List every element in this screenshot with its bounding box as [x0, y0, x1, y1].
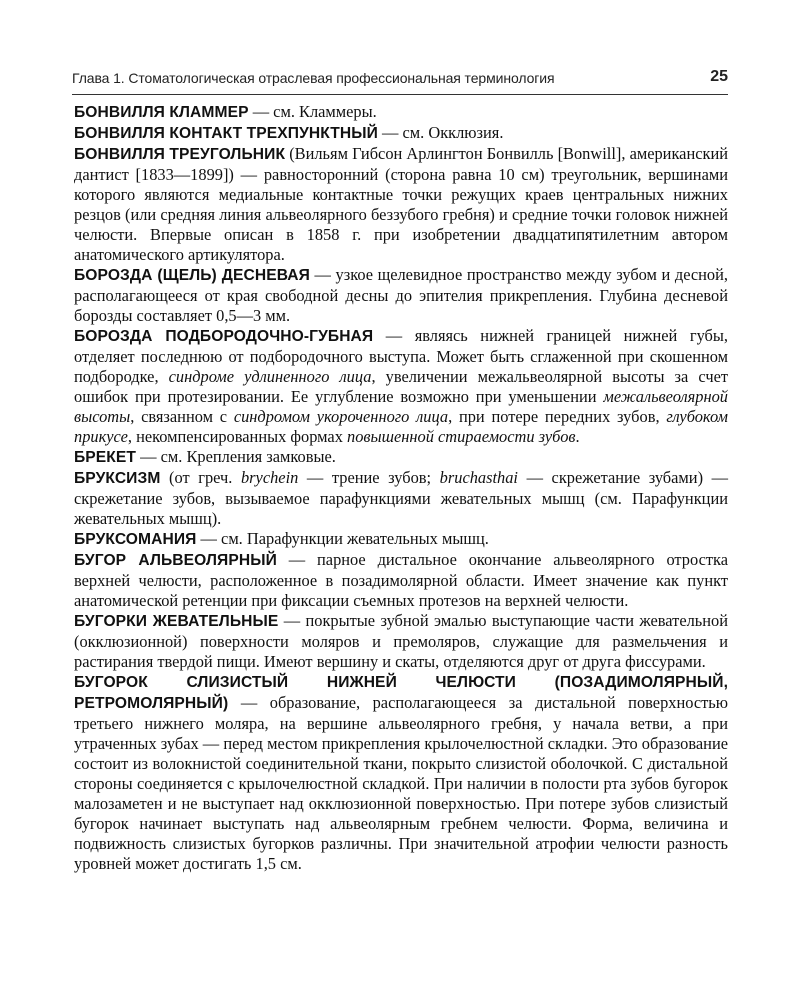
- dictionary-entry: [74, 102, 728, 123]
- entry-term: БОНВИЛЛЯ ТРЕУГОЛЬНИК: [74, 146, 286, 163]
- dictionary-entry: [74, 672, 728, 874]
- entry-text: — см. Парафункции жевательных мышц.: [196, 529, 489, 548]
- entry-italic-text: синдроме удлиненного лица: [168, 367, 372, 386]
- entry-term: БОНВИЛЛЯ КЛАММЕР: [74, 104, 249, 121]
- dictionary-entry: [74, 123, 728, 144]
- dictionary-entry: [74, 550, 728, 611]
- entry-italic-text: синдромом укороченного лица: [233, 407, 449, 426]
- entry-text: , связанном с: [130, 407, 234, 426]
- entry-text: — узкое щелевидное пространство между зубом и десной, располагающееся от края свободной десны до эпителия прикрепления. Глубина десневой борозды составляет 0,5—3 мм.: [74, 265, 728, 325]
- entry-text: — покрытые зубной эмалью выступающие части жевательной (окклюзионной) поверхности моляров и премоляров, служащие для размельчения и растирания твердой пищи. Имеют вершину и скаты, отделяются друг от друга фиссурами.: [74, 611, 728, 671]
- entry-term: БРУКСИЗМ: [74, 470, 161, 487]
- header-rule: [72, 94, 728, 95]
- entry-term: БУГОРОК СЛИЗИСТЫЙ НИЖНЕЙ ЧЕЛЮСТИ (ПОЗАДИМОЛЯРНЫЙ, РЕТРОМОЛЯРНЫЙ): [74, 674, 728, 712]
- dictionary-entry: [74, 611, 728, 672]
- entry-text: — см. Крепления замковые.: [136, 447, 336, 466]
- entry-italic-text: bruchasthai: [439, 468, 518, 487]
- entry-term: БУГОРКИ ЖЕВАТЕЛЬНЫЕ: [74, 613, 279, 630]
- entry-text: — скрежетание зубами) — скрежетание зубов, вызываемое парафункциями жевательных мышц (см. Парафункции жевательных мышц).: [74, 468, 729, 528]
- entry-italic-text: межальвеолярной высоты: [74, 387, 728, 426]
- dictionary-entry: [74, 144, 728, 265]
- dictionary-entry: [74, 447, 728, 468]
- dictionary-entry: [74, 529, 728, 550]
- entry-text: , увеличении межальвеолярной высоты за счет ошибок при протезировании. Ее углубление возможно при уменьшении: [74, 367, 729, 406]
- entry-italic-text: глубоком прикусе: [74, 407, 728, 446]
- entry-text: — см. Окклюзия.: [377, 123, 504, 142]
- entry-text: — трение зубов;: [298, 468, 440, 487]
- entry-text: , при потере передних зубов,: [448, 407, 667, 426]
- page-number: 25: [710, 68, 728, 85]
- entry-term: БОРОЗДА ПОДБОРОДОЧНО-ГУБНАЯ: [74, 328, 374, 345]
- entry-text: — парное дистальное окончание альвеолярного отростка верхней челюсти, расположенное в позадимолярной области. Имеет значение как пункт анатомической ретенции при фиксации съемных протезов на верхней челюсти.: [74, 550, 729, 610]
- dictionary-entry: [74, 468, 728, 529]
- entry-italic-text: повышенной стираемости зубов: [347, 427, 576, 446]
- entry-text: (от греч.: [160, 468, 241, 487]
- entry-text: — являясь нижней границей нижней губы, отделяет последнюю от подбородочного выступа. Может быть сглаженной при скошенном подбородке,: [74, 326, 728, 386]
- entry-text: .: [575, 427, 580, 446]
- entry-term: БОРОЗДА (ЩЕЛЬ) ДЕСНЕВАЯ: [74, 267, 310, 284]
- entry-text: , некомпенсированных формах: [127, 427, 347, 446]
- dictionary-entries: [74, 102, 728, 874]
- entry-text: — образование, располагающееся за дистальной поверхностью третьего нижнего моляра, на вершине альвеолярного гребня, у начала ветви, а при утраченных зубах — перед местом прикрепления крылочелюстной складки. Это образование состоит из волокнистой соединительной ткани, покрыто слизистой оболочкой. С дистальной стороны соединяется с крылочелюстной складкой. При наличии в полости рта зубов бугорок малозаметен и не выступает над окклюзионной поверхностью. При потере зубов слизистый бугорок начинает выступать над альвеолярным гребнем челюсти. Форма, величина и подвижность слизистых бугорков различны. При значительной атрофии челюсти разность уровней может достигать 1,5 см.: [74, 693, 728, 873]
- entry-text: — см. Кламмеры.: [248, 102, 377, 121]
- dictionary-entry: [74, 326, 728, 447]
- running-title: Глава 1. Стоматологическая отраслевая профессиональная терминология: [72, 70, 555, 86]
- entry-term: БРУКСОМАНИЯ: [74, 531, 197, 548]
- entry-text: (Вильям Гибсон Арлингтон Бонвилль [Bonwill], американский дантист [1833—1899]) — равносторонний (сторона равна 10 см) треугольник, вершинами которого являются медиальные контактные точки режущих краев центральных нижних резцов (или средняя линия альвеолярного беззубого гребня) и средние точки головок нижней челюсти. Впервые описан в 1858 г. при изобретении двадцатипятилетним автором анатомического артикулятора.: [74, 144, 729, 264]
- entry-term: БРЕКЕТ: [74, 449, 137, 466]
- entry-italic-text: brychein: [240, 468, 299, 487]
- entry-term: БУГОР АЛЬВЕОЛЯРНЫЙ: [74, 552, 277, 569]
- page-header: [72, 66, 728, 88]
- dictionary-entry: [74, 265, 728, 326]
- entry-term: БОНВИЛЛЯ КОНТАКТ ТРЕХПУНКТНЫЙ: [74, 125, 378, 142]
